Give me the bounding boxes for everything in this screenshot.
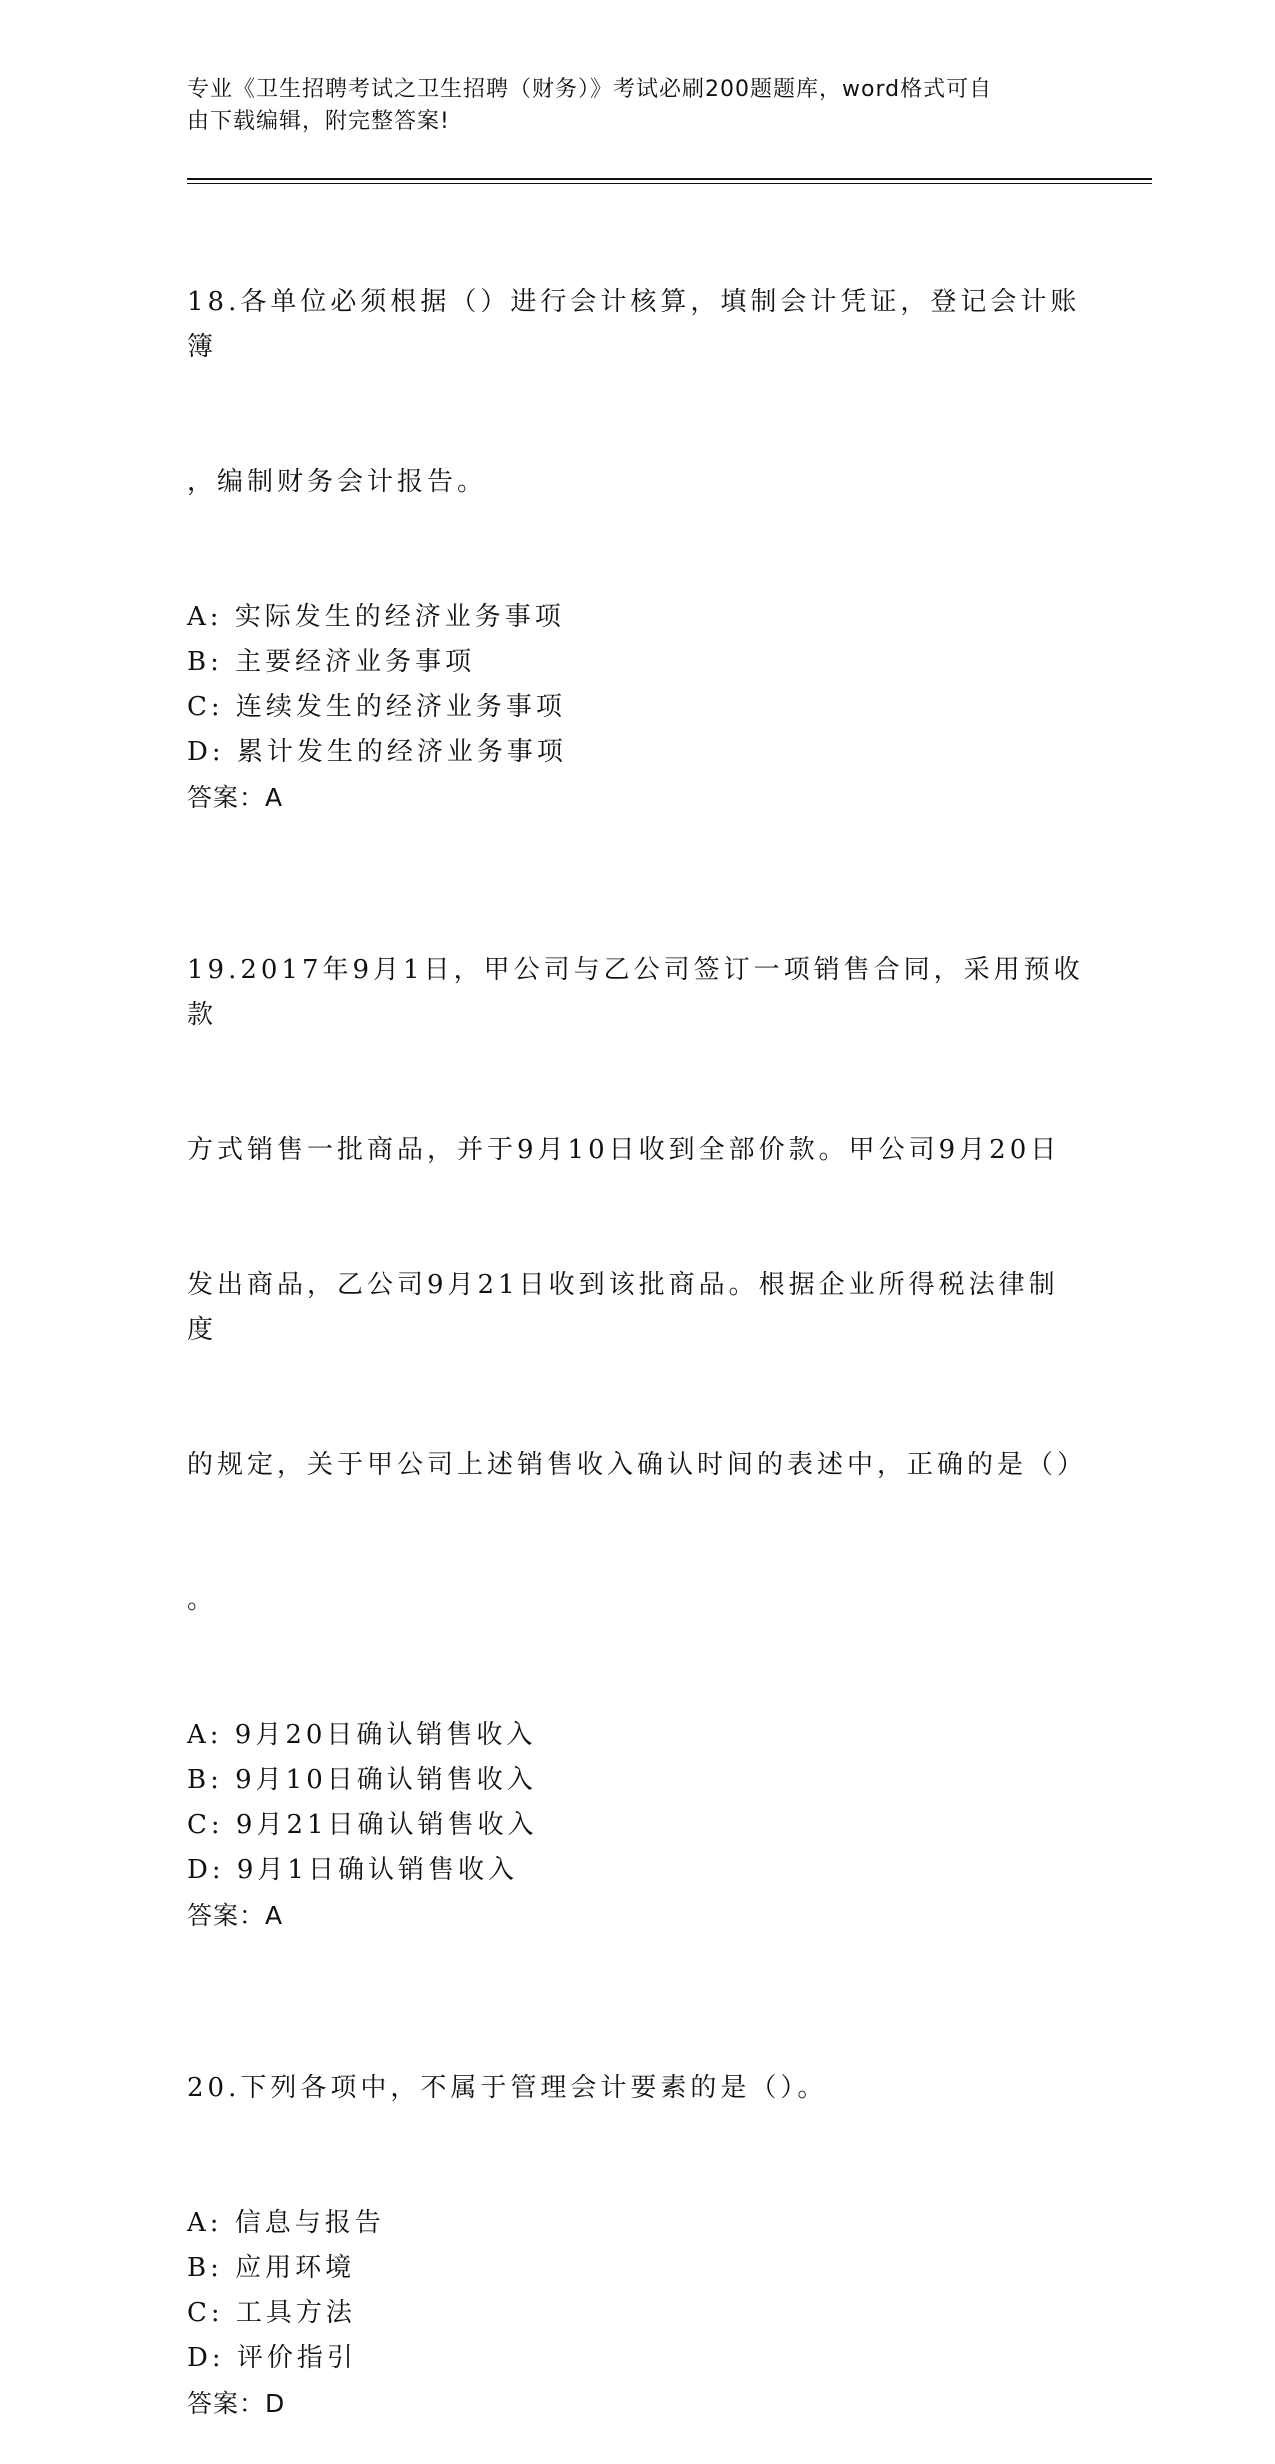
document-header <box>187 74 1067 138</box>
question-text-line: 发出商品，乙公司9月21日收到该批商品。根据企业所得税法律制度 <box>187 1270 1059 1345</box>
header-rule-thick <box>187 178 1152 180</box>
option-c: C: 工具方法 <box>187 2298 356 2328</box>
option-c: C: 连续发生的经济业务事项 <box>187 692 566 722</box>
answer: 答案：A <box>187 783 284 812</box>
question-text-line: 19.2017年9月1日，甲公司与乙公司签订一项销售合同，采用预收款 <box>187 955 1084 1030</box>
header-line-1: 专业《卫生招聘考试之卫生招聘（财务）》考试必刷200题题库，word格式可自 <box>187 77 993 102</box>
option-b: B: 9月10日确认销售收入 <box>187 1765 537 1795</box>
question-text <box>187 1976 1087 2201</box>
question-text-line: 18.各单位必须根据（）进行会计核算，填制会计凭证，登记会计账簿 <box>187 287 1081 362</box>
question-text-line: 。 <box>187 1585 218 1615</box>
question-list <box>187 190 1087 2464</box>
option-b: B: 主要经济业务事项 <box>187 647 476 677</box>
option-b: B: 应用环境 <box>187 2253 356 2283</box>
option-a: A: 实际发生的经济业务事项 <box>187 602 565 632</box>
option-d: D: 累计发生的经济业务事项 <box>187 737 567 767</box>
option-c: C: 9月21日确认销售收入 <box>187 1810 538 1840</box>
header-rule-thin <box>187 183 1152 184</box>
question-text-line: 方式销售一批商品，并于9月10日收到全部价款。甲公司9月20日 <box>187 1135 1061 1165</box>
option-d: D: 评价指引 <box>187 2343 357 2373</box>
question-18 <box>187 190 1087 820</box>
question-19 <box>187 858 1087 1938</box>
question-text <box>187 858 1087 1713</box>
answer: 答案：A <box>187 1901 284 1930</box>
header-line-2: 由下载编辑，附完整答案! <box>187 109 450 134</box>
answer: 答案：D <box>187 2389 286 2418</box>
question-text-line: 20.下列各项中，不属于管理会计要素的是（）。 <box>187 2073 828 2103</box>
question-text <box>187 190 1087 595</box>
question-20 <box>187 1976 1087 2426</box>
option-d: D: 9月1日确认销售收入 <box>187 1855 518 1885</box>
question-text-line: 的规定，关于甲公司上述销售收入确认时间的表述中，正确的是（） <box>187 1450 1088 1480</box>
question-text-line: ，编制财务会计报告。 <box>187 467 488 497</box>
option-a: A: 信息与报告 <box>187 2208 385 2238</box>
option-a: A: 9月20日确认销售收入 <box>187 1720 537 1750</box>
